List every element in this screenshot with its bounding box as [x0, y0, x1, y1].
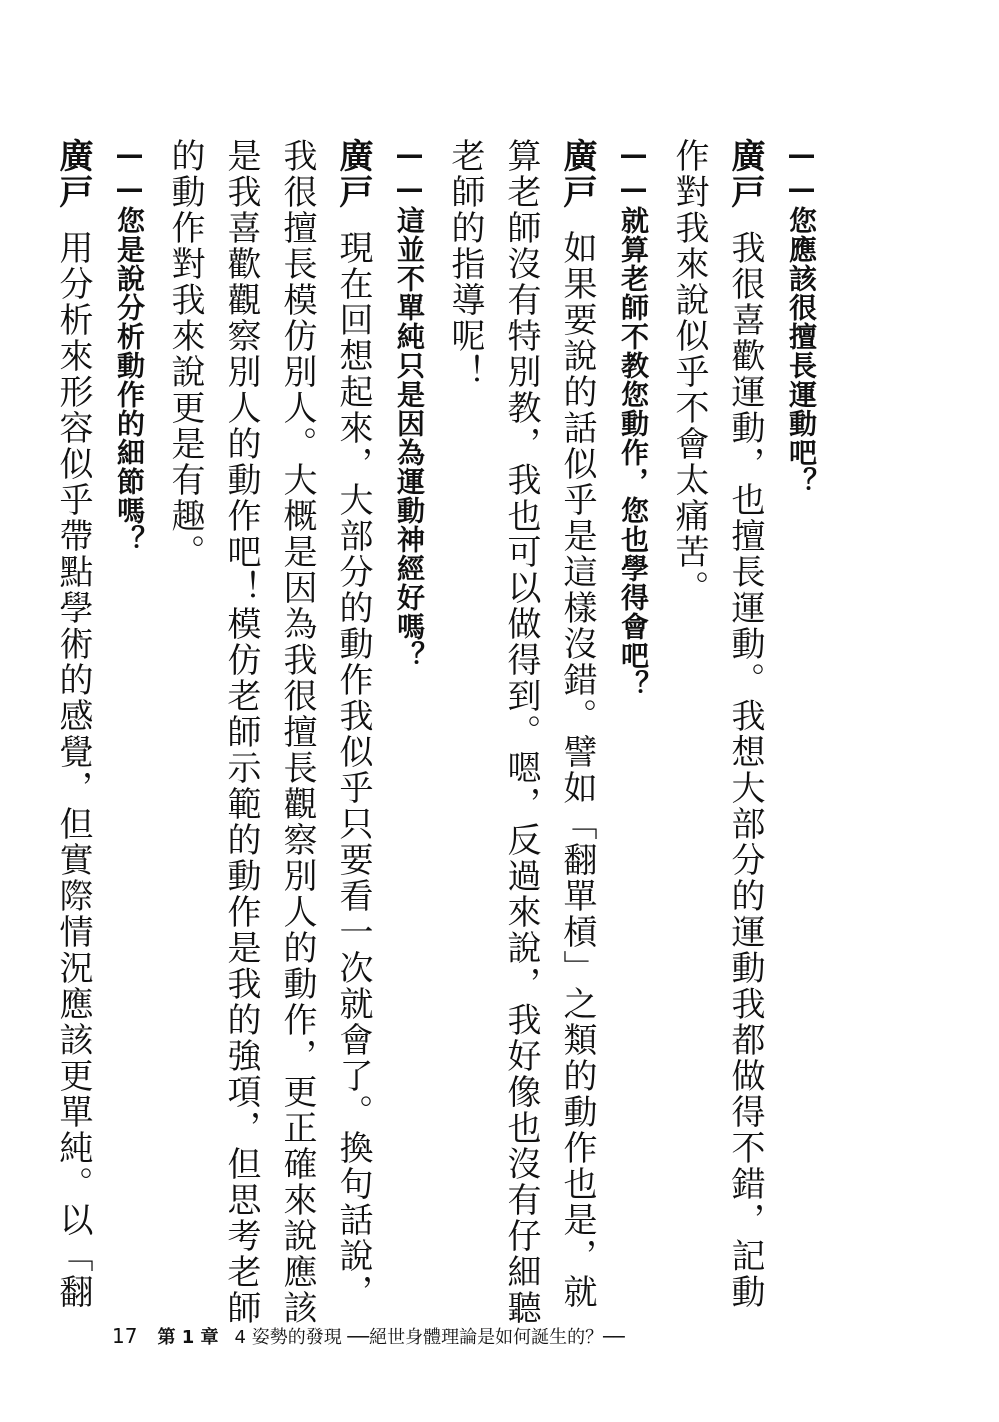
text-column	[437, 138, 493, 1288]
text-column	[661, 138, 717, 1288]
column-text: ——您應該很擅長運動吧？	[785, 138, 818, 496]
chapter-label: 第 1 章	[157, 1327, 219, 1348]
page-number: 17	[112, 1324, 138, 1348]
speaker-label: 廣戸	[557, 138, 597, 210]
text-column	[493, 138, 549, 1326]
column-text: 我很擅長模仿別人。大概是因為我很擅長觀察別人的動作，更正確來說應該	[277, 138, 317, 1326]
text-column	[549, 138, 605, 1310]
column-text: 是我喜歡觀察別人的動作吧！模仿老師示範的動作是我的強項，但思考老師	[221, 138, 261, 1326]
column-text: 如果要說的話似乎是這樣沒錯。譬如「翻單槓」之類的動作也是，就	[557, 230, 597, 1310]
column-text: 算老師沒有特別教，我也可以做得到。嗯，反過來說，我好像也沒有仔細聽	[501, 138, 541, 1326]
interviewer-question	[605, 138, 661, 1288]
column-text: 的動作對我來說更是有趣。	[165, 138, 205, 570]
column-text: 老師的指導呢！	[445, 138, 485, 390]
text-column	[269, 138, 325, 1326]
column-text: ——這並不單純只是因為運動神經好嗎？	[393, 138, 426, 670]
interviewer-question	[101, 138, 157, 1288]
column-text: 我很喜歡運動，也擅長運動。我想大部分的運動我都做得不錯，記動	[725, 230, 765, 1310]
interviewer-question	[381, 138, 437, 1288]
speaker-label: 廣戸	[333, 138, 373, 210]
column-text: ——就算老師不教您動作，您也學得會吧？	[617, 138, 650, 699]
chapter-title: 4 姿勢的發現 ──絕世身體理論是如何誕生的？──	[234, 1327, 625, 1348]
column-text: 現在回想起來，大部分的動作我似乎只要看一次就會了。換句話說，	[333, 230, 373, 1310]
page-footer	[112, 1320, 625, 1352]
column-text: ——您是說分析動作的細節嗎？	[113, 138, 146, 554]
text-column	[717, 138, 773, 1310]
interviewer-question	[773, 138, 829, 1288]
text-column	[213, 138, 269, 1326]
vertical-text-body	[45, 138, 829, 1326]
speaker-label: 廣戸	[725, 138, 765, 210]
column-text: 用分析來形容似乎帶點學術的感覺，但實際情況應該更單純。以「翻	[53, 230, 93, 1310]
speaker-label: 廣戸	[53, 138, 93, 210]
text-column	[157, 138, 213, 1288]
column-text: 作對我來說似乎不會太痛苦。	[669, 138, 709, 606]
text-column	[325, 138, 381, 1310]
text-column	[45, 138, 101, 1310]
